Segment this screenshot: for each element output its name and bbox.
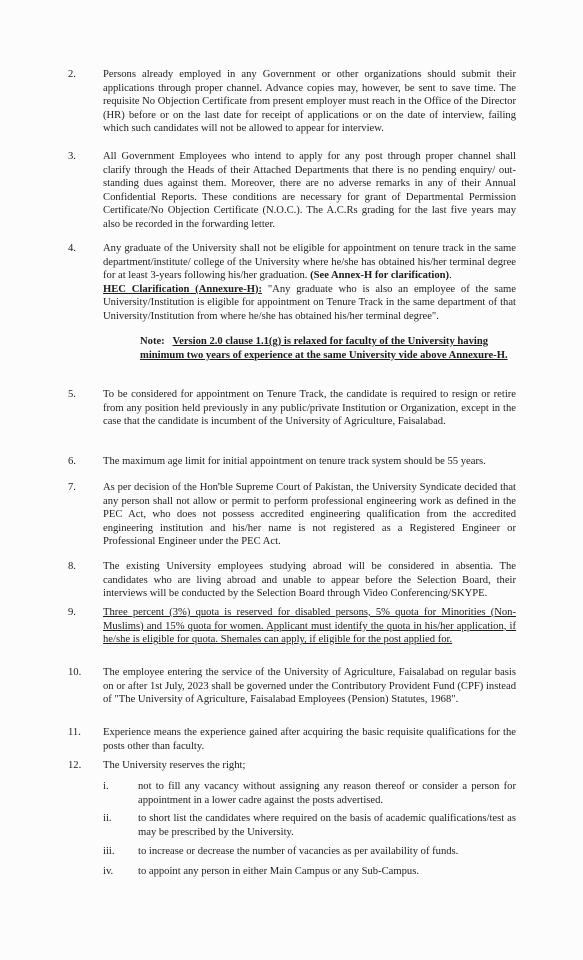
sub-item-text: to increase or decrease the number of vacancies as per availability of funds. <box>138 846 459 857</box>
item-number: 7. <box>68 482 76 493</box>
item-number: 9. <box>68 607 76 618</box>
item-text: All Government Employees who intend to apply for any post through proper channel shall clarify through the Heads of their Attached Departments that there is no pending enquiry/ out-standing dues against them. Moreover, there are no adverse remarks in any of their Annual Confidential Reports. These conditions are necessary for grant of Departmental Permission Certificate/No Objection Certificate (N.O.C.). The A.C.Rs grading for the last five years may also be recorded in the forwarding letter. <box>103 151 516 230</box>
item-number: 11. <box>68 727 81 738</box>
item-text <box>103 242 516 324</box>
hec-clarification-label: HEC Clarification (Annexure-H): <box>103 283 263 295</box>
hec-clarification-text: "Any graduate who is also an employee of the same University/Institution is eligible for appointment on Tenure Track in the same department of that University/Institution from where he/she has obtained his/her terminal degree". <box>103 283 517 322</box>
item-4-end: . <box>449 270 452 282</box>
item-number: 5. <box>68 389 76 400</box>
item-4-main-text: Any graduate of the University shall not be eligible for appointment on tenure track in the same department/institute/ college of the University where he/she has obtained his/her terminal degree for at least 3-years following his/her graduation. <box>103 243 516 282</box>
item-text: Experience means the experience gained after acquiring the basic requisite qualifications for the posts other than faculty. <box>103 727 516 752</box>
item-text: The University reserves the right; <box>103 760 246 771</box>
item-number: 6. <box>68 456 76 467</box>
item-text: Three percent (3%) quota is reserved for disabled persons, 5% quota for Minorities (Non-Muslims) and 15% quota for women. Applicant must identify the quota in his/her application, if he/she is eligible for quota. Shemales can apply, if eligible for the post applied for. <box>103 607 516 646</box>
item-number: 4. <box>68 243 76 254</box>
item-text: The maximum age limit for initial appointment on tenure track system should be 55 years. <box>103 456 486 467</box>
note-text: Version 2.0 clause 1.1(g) is relaxed for faculty of the University having minimum two years of experience at the same University vide above Annexure-H. <box>140 336 508 361</box>
item-number: 2. <box>68 69 76 80</box>
sub-item-number: i. <box>103 781 109 792</box>
sub-item-text: to short list the candidates where required on the basis of academic qualifications/test as may be prescribed by the University. <box>138 813 516 838</box>
item-text: The existing University employees studying abroad will be considered in absentia. The candidates who are living abroad and unable to appear before the Selection Board, their interviews will be conducted by the Selection Board through Video Conferencing/SKYPE. <box>103 561 516 600</box>
note-label: Note: <box>140 336 165 347</box>
item-text: The employee entering the service of the University of Agriculture, Faisalabad on regular basis on or after 1st July, 2023 shall be governed under the Contributory Provident Fund (CPF) instead of "The University of Agriculture, Faisalabad Employees (Pension) Statutes, 1968". <box>103 667 516 706</box>
sub-item-number: iii. <box>103 846 115 857</box>
item-number: 12. <box>68 760 82 771</box>
annex-reference: (See Annex-H for clarification) <box>310 270 450 282</box>
sub-item-number: iv. <box>103 866 114 877</box>
note-block <box>140 335 518 362</box>
item-number: 10. <box>68 667 82 678</box>
sub-item-number: ii. <box>103 813 112 824</box>
item-number: 3. <box>68 151 76 162</box>
item-number: 8. <box>68 561 76 572</box>
item-text: Persons already employed in any Government or other organizations should submit their applications through proper channel. Advance copies may, however, be sent to save time. The requisite No Objection Certificate from present employer must reach in the Office of the Director (HR) before or on the last date for receipt of applications or on the date of interview, failing which such candidates will not be allowed to appear for interview. <box>103 69 516 135</box>
item-text: As per decision of the Hon'ble Supreme Court of Pakistan, the University Syndicate decided that any person shall not allow or permit to perform professional engineering work as defined in the PEC Act, who does not possess accredited engineering qualification from the accredited engineering institution and his/her name is not registered as a Registered Engineer or Professional Engineer under the PEC Act. <box>103 482 516 548</box>
item-text: To be considered for appointment on Tenure Track, the candidate is required to resign or retire from any position held previously in any public/private Institution or Organization, except in the case that the candidate is incumbent of the University of Agriculture, Faisalabad. <box>103 389 516 428</box>
sub-item-text: to appoint any person in either Main Campus or any Sub-Campus. <box>138 866 419 877</box>
sub-item-text: not to fill any vacancy without assigning any reason thereof or consider a person for appointment in a lower cadre against the posts advertised. <box>138 781 516 806</box>
